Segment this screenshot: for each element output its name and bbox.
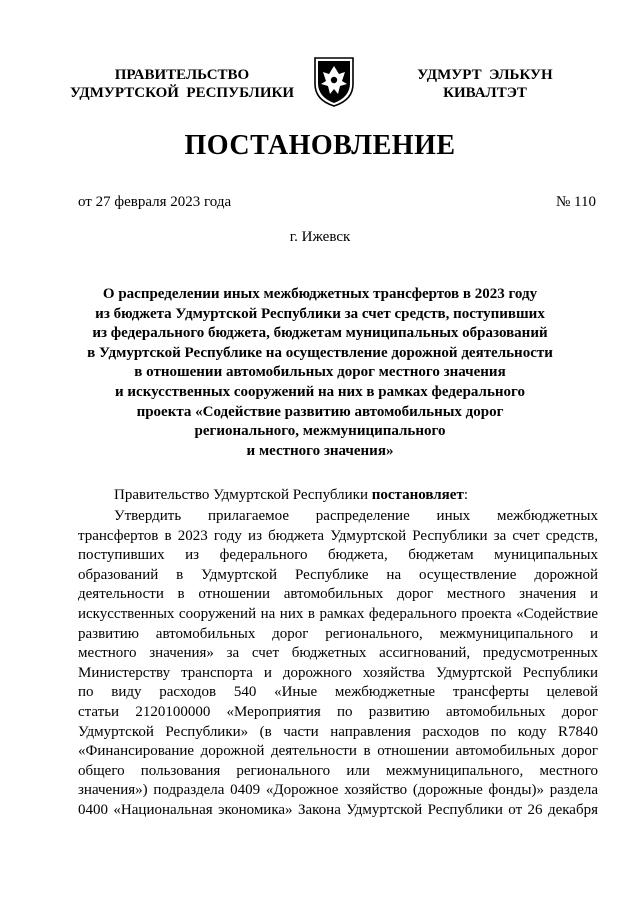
issuer-line: УДМУРТСКОЙ РЕСПУБЛИКИ	[69, 85, 295, 101]
body-line: значения») подраздела 0409 «Дорожное хозяйство (дорожные фонды)» раздела	[78, 782, 598, 799]
intro-tail: :	[463, 487, 468, 503]
document-city: г. Ижевск	[289, 229, 351, 245]
document-title: ПОСТАНОВЛЕНИЕ	[184, 130, 456, 161]
subject-line: из бюджета Удмуртской Республики за счет средств, поступивших	[95, 305, 545, 322]
body-line: трансфертов в 2023 году из бюджета Удмуртской Республики за счет средств,	[78, 527, 598, 544]
resolution-intro	[114, 487, 468, 504]
body-line: развитию автомобильных дорог регионального, межмуниципального и	[78, 625, 598, 642]
subject-line: О распределении иных межбюджетных трансфертов в 2023 году	[102, 286, 538, 302]
resolution-body	[78, 507, 598, 821]
issuer-line: КИВАЛТЭТ	[443, 85, 527, 101]
subject-line: проекта «Содействие развитию автомобильных дорог	[136, 403, 504, 420]
coat-of-arms-icon	[311, 54, 357, 108]
intro-text: Правительство Удмуртской Республики	[114, 487, 372, 503]
issuer-line: УДМУРТ ЭЛЬКУН	[417, 67, 553, 83]
issuer-name-russian	[62, 66, 302, 102]
subject-line: и местного значения»	[246, 442, 394, 459]
subject-line: регионального, межмуниципального	[194, 423, 446, 440]
body-line: поступивших из федерального бюджета, бюджетам муниципальных	[78, 547, 598, 564]
subject-line: из федерального бюджета, бюджетам муниципальных образований	[92, 325, 548, 342]
intro-keyword: постановляет	[371, 487, 464, 503]
body-line: Удмуртской Республики» (в части направления расходов по коду R7840	[78, 723, 598, 740]
document-date: от 27 февраля 2023 года	[78, 194, 232, 210]
body-line: «Финансирование дорожной деятельности в отношении автомобильных дорог	[78, 743, 598, 760]
body-line: образований в Удмуртской Республике на осуществление дорожной	[78, 566, 598, 583]
body-line: общего пользования регионального или межмуниципального, местного	[78, 762, 598, 779]
body-line: искусственных сооружений на них в рамках федерального проекта «Содействие	[78, 605, 598, 622]
issuer-name-udmurt	[385, 66, 585, 102]
subject-line: в отношении автомобильных дорог местного значения	[134, 364, 506, 381]
body-line: по виду расходов 540 «Иные межбюджетные трансферты целевой	[78, 684, 598, 701]
document-number: № 110	[556, 194, 597, 210]
body-line: Министерству транспорта и дорожного хозяйства Удмуртской Республики	[78, 664, 598, 681]
body-line: статьи 2120100000 «Мероприятия по развитию автомобильных дорог	[78, 703, 598, 720]
issuer-line: ПРАВИТЕЛЬСТВО	[114, 67, 250, 83]
document-subject	[60, 285, 580, 461]
body-line: деятельности в отношении автомобильных дорог местного значения и	[78, 586, 598, 603]
subject-line: в Удмуртской Республике на осуществление дорожной деятельности	[87, 344, 553, 361]
subject-line: и искусственных сооружений на них в рамках федерального	[115, 383, 525, 400]
body-line: местного значения» за счет бюджетных ассигнований, предусмотренных	[78, 645, 598, 662]
body-line: 0400 «Национальная экономика» Закона Удмуртской Республики от 26 декабря	[78, 801, 598, 818]
body-line: Утвердить прилагаемое распределение иных межбюджетных	[114, 508, 598, 524]
